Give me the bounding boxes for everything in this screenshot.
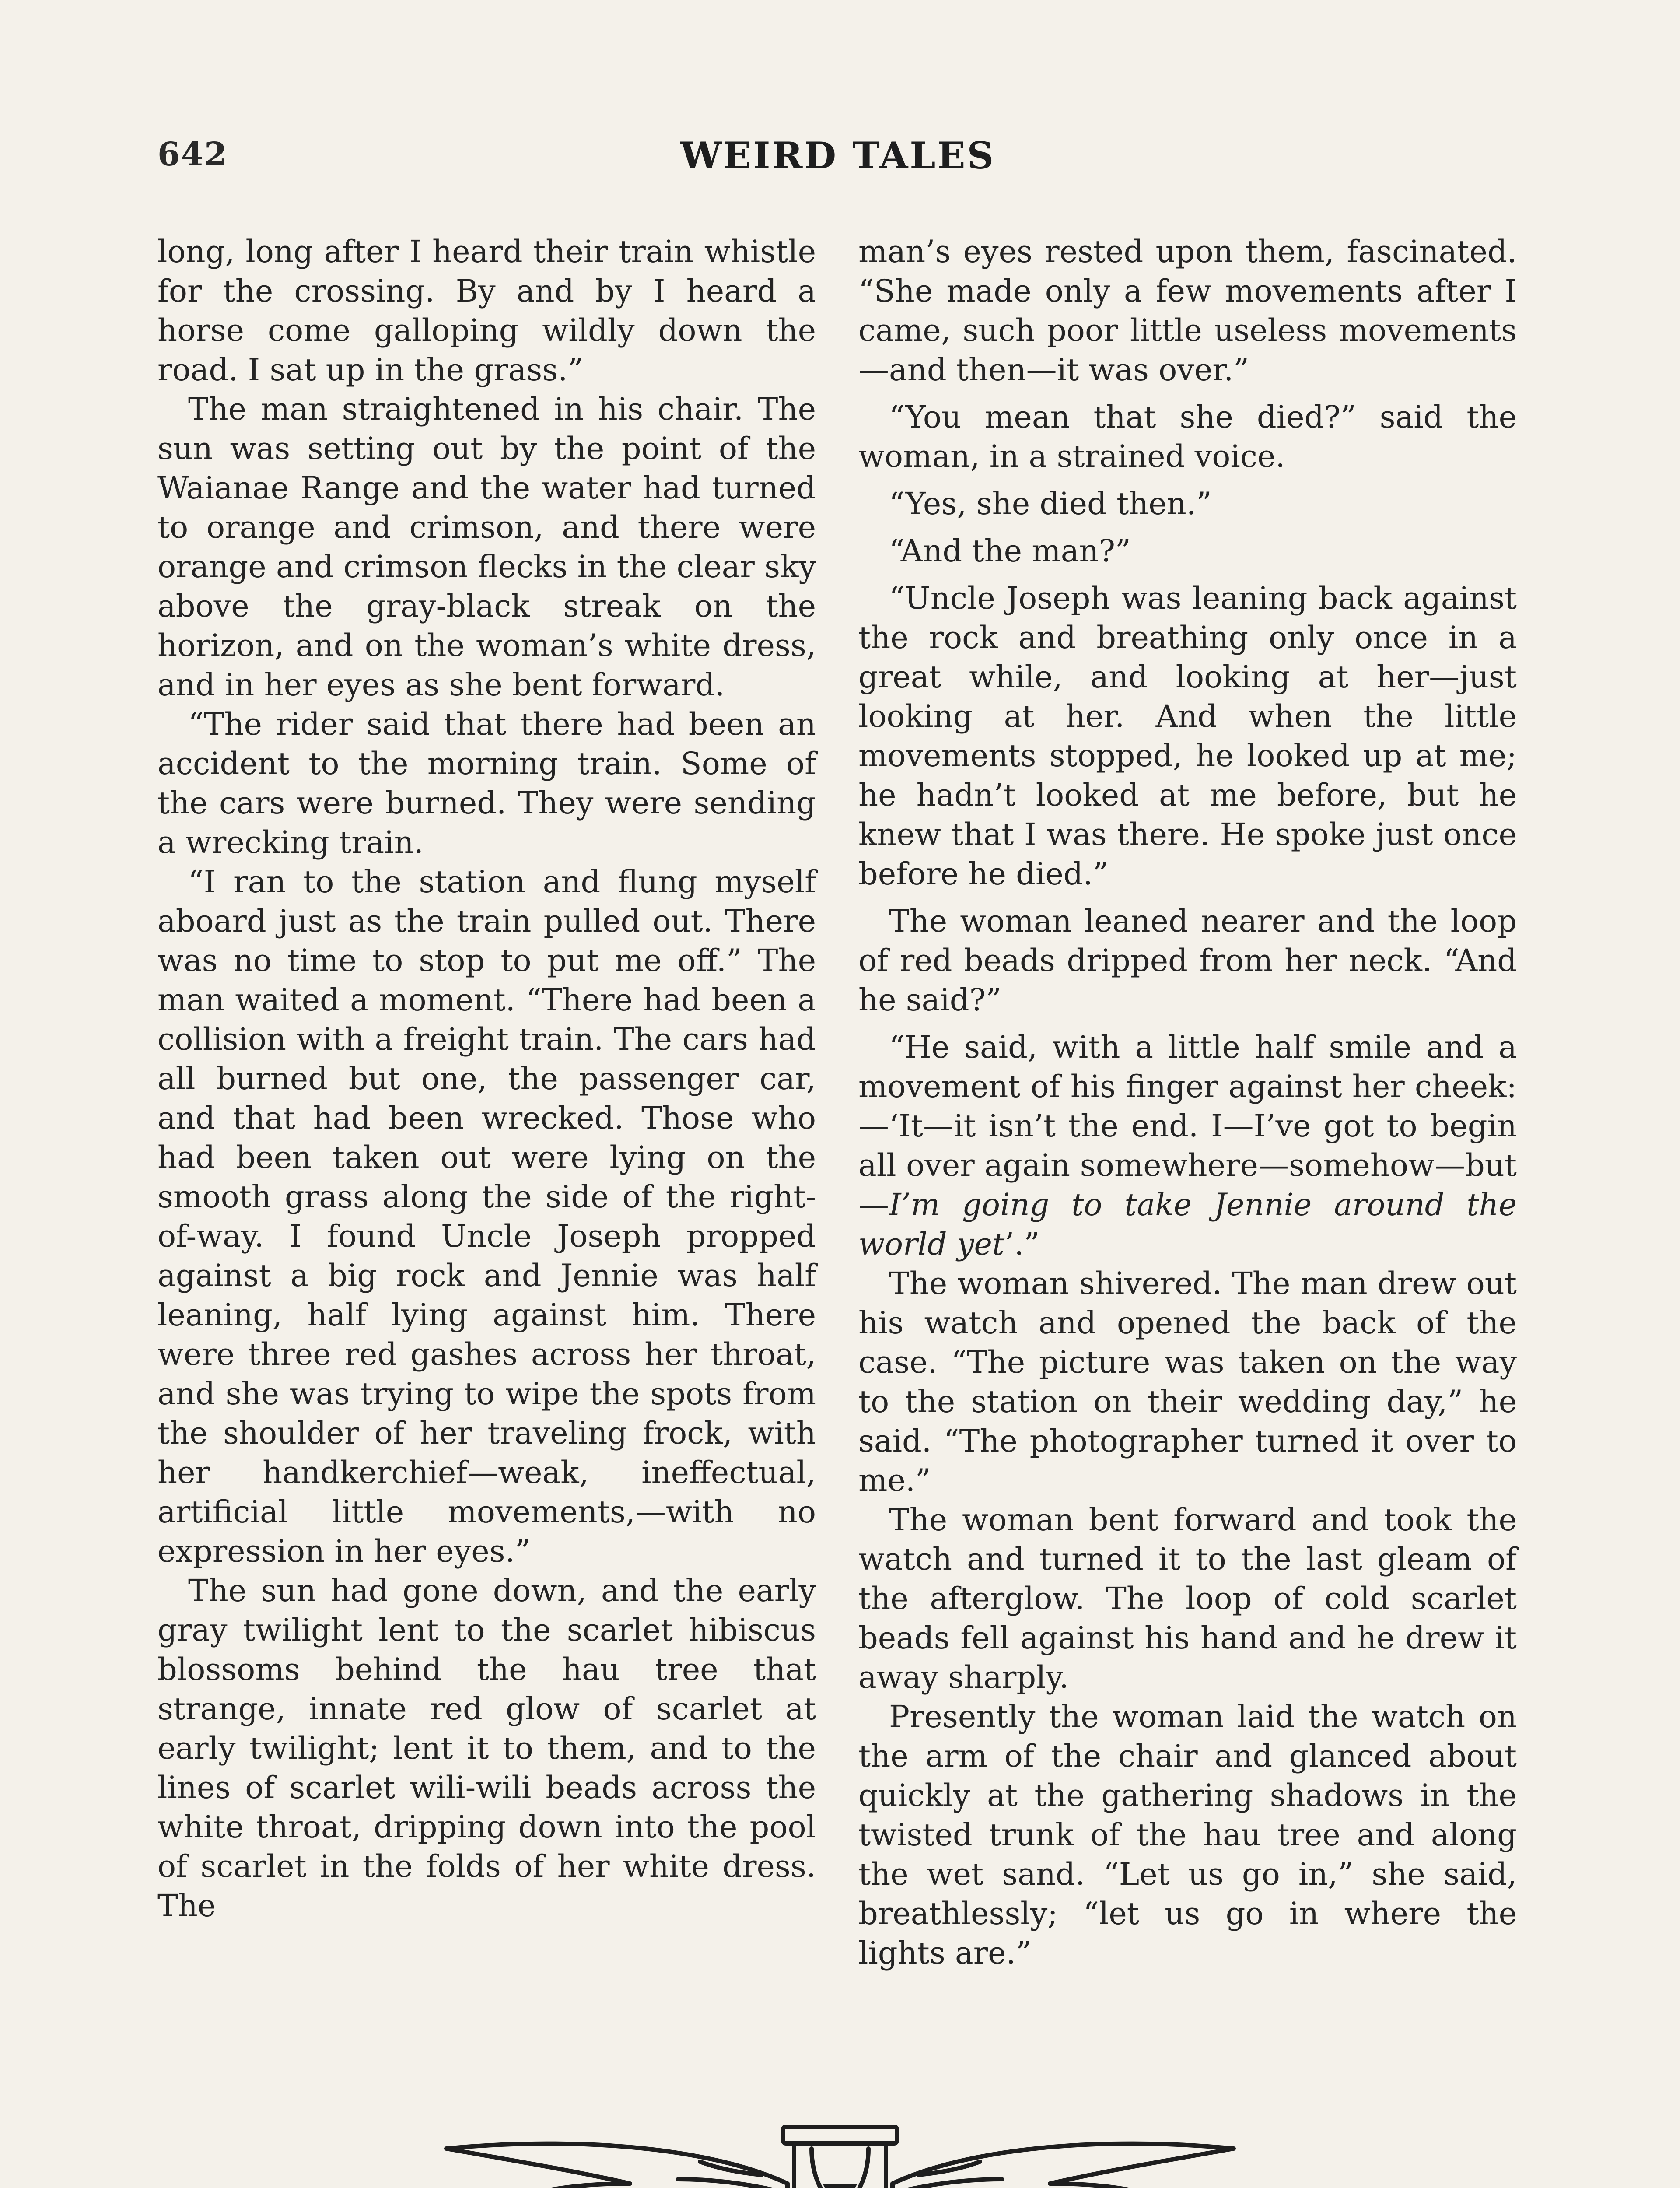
magazine-title: WEIRD TALES bbox=[680, 134, 996, 177]
winged-hourglass-icon bbox=[442, 2118, 1238, 2188]
paragraph: man’s eyes rested upon them, fascinated. “She made only a few movements after I came, such poor little useless movements—and then—it was over.” bbox=[858, 234, 1517, 388]
paragraph: long, long after I heard their train whistle for the crossing. By and by I heard a horse come galloping wildly down the road. I sat up in the grass.” bbox=[158, 234, 816, 388]
paragraph: The woman leaned nearer and the loop of red beads dripped from her neck. “And he said?” bbox=[858, 903, 1517, 1018]
paragraph: “Uncle Joseph was leaning back against the rock and breathing only once in a great while, and looking at her—just looking at her. And when the little movements stopped, he looked up at me; he hadn’t looked at me before, but he knew that I was there. He spoke just once before he died.” bbox=[858, 580, 1517, 892]
right-column bbox=[858, 232, 1517, 1973]
paragraph-text: ’.” bbox=[1004, 1226, 1040, 1262]
italic-quote: I’m going to take Jennie around the world yet bbox=[858, 1187, 1517, 1262]
page-header bbox=[158, 131, 1518, 184]
paragraph: “I ran to the station and flung myself aboard just as the train pulled out. There was no time to stop to put me off.” The man waited a moment. “There had been a collision with a freight train. The cars had all burned but one, the passenger car, and that had been wrecked. Those who had been taken out were lying on the smooth grass along the side of the right-of-way. I found Uncle Joseph propped against a big rock and Jennie was half leaning, half lying against him. There were three red gashes across her throat, and she was trying to wipe the spots from the shoulder of her traveling frock, with her handkerchief—weak, ineffectual, artificial little movements,—with no expression in her eyes.” bbox=[158, 864, 816, 1569]
paragraph: The woman bent forward and took the watch and turned it to the last gleam of the afterglow. The loop of cold scarlet beads fell against his hand and he drew it away sharply. bbox=[858, 1502, 1517, 1695]
paragraph: The woman shivered. The man drew out his watch and opened the back of the case. “The picture was taken on the way to the station on their wedding day,” he said. “The photographer turned it over to me.” bbox=[858, 1266, 1517, 1498]
paragraph: Presently the woman laid the watch on the arm of the chair and glanced about quickly at the gathering shadows in the twisted trunk of the hau tree and along the wet sand. “Let us go in,” she said, breathlessly; “let us go in where the lights are.” bbox=[858, 1699, 1517, 1971]
paragraph: The man straightened in his chair. The sun was setting out by the point of the Waianae Range and the water had turned to orange and crimson, and there were orange and crimson flecks in the clear sky above the gray-black streak on the horizon, and on the woman’s white dress, and in her eyes as she bent forward. bbox=[158, 391, 816, 703]
paragraph-text: “He said, with a little half smile and a movement of his finger against her cheek:—‘It—it isn’t the end. I—I’ve got to begin all over again somewhere—somehow—but— bbox=[858, 1029, 1517, 1223]
paragraph bbox=[858, 1027, 1517, 1264]
paragraph: “And the man?” bbox=[889, 533, 1131, 569]
paragraph: The sun had gone down, and the early gray twilight lent to the scarlet hibiscus blossoms behind the hau tree that strange, innate red glow of scarlet at early twilight; lent it to them, and to the lines of scarlet wili-wili beads across the white throat, dripping down into the pool of scarlet in the folds of her white dress. The bbox=[158, 1573, 816, 1924]
paragraph: “The rider said that there had been an accident to the morning train. Some of the cars were burned. They were sending a wrecking train. bbox=[158, 706, 816, 860]
paragraph: “Yes, she died then.” bbox=[889, 486, 1212, 522]
paragraph: “You mean that she died?” said the woman, in a strained voice. bbox=[858, 399, 1517, 474]
page-number: 642 bbox=[158, 136, 228, 173]
left-column bbox=[158, 232, 816, 1925]
